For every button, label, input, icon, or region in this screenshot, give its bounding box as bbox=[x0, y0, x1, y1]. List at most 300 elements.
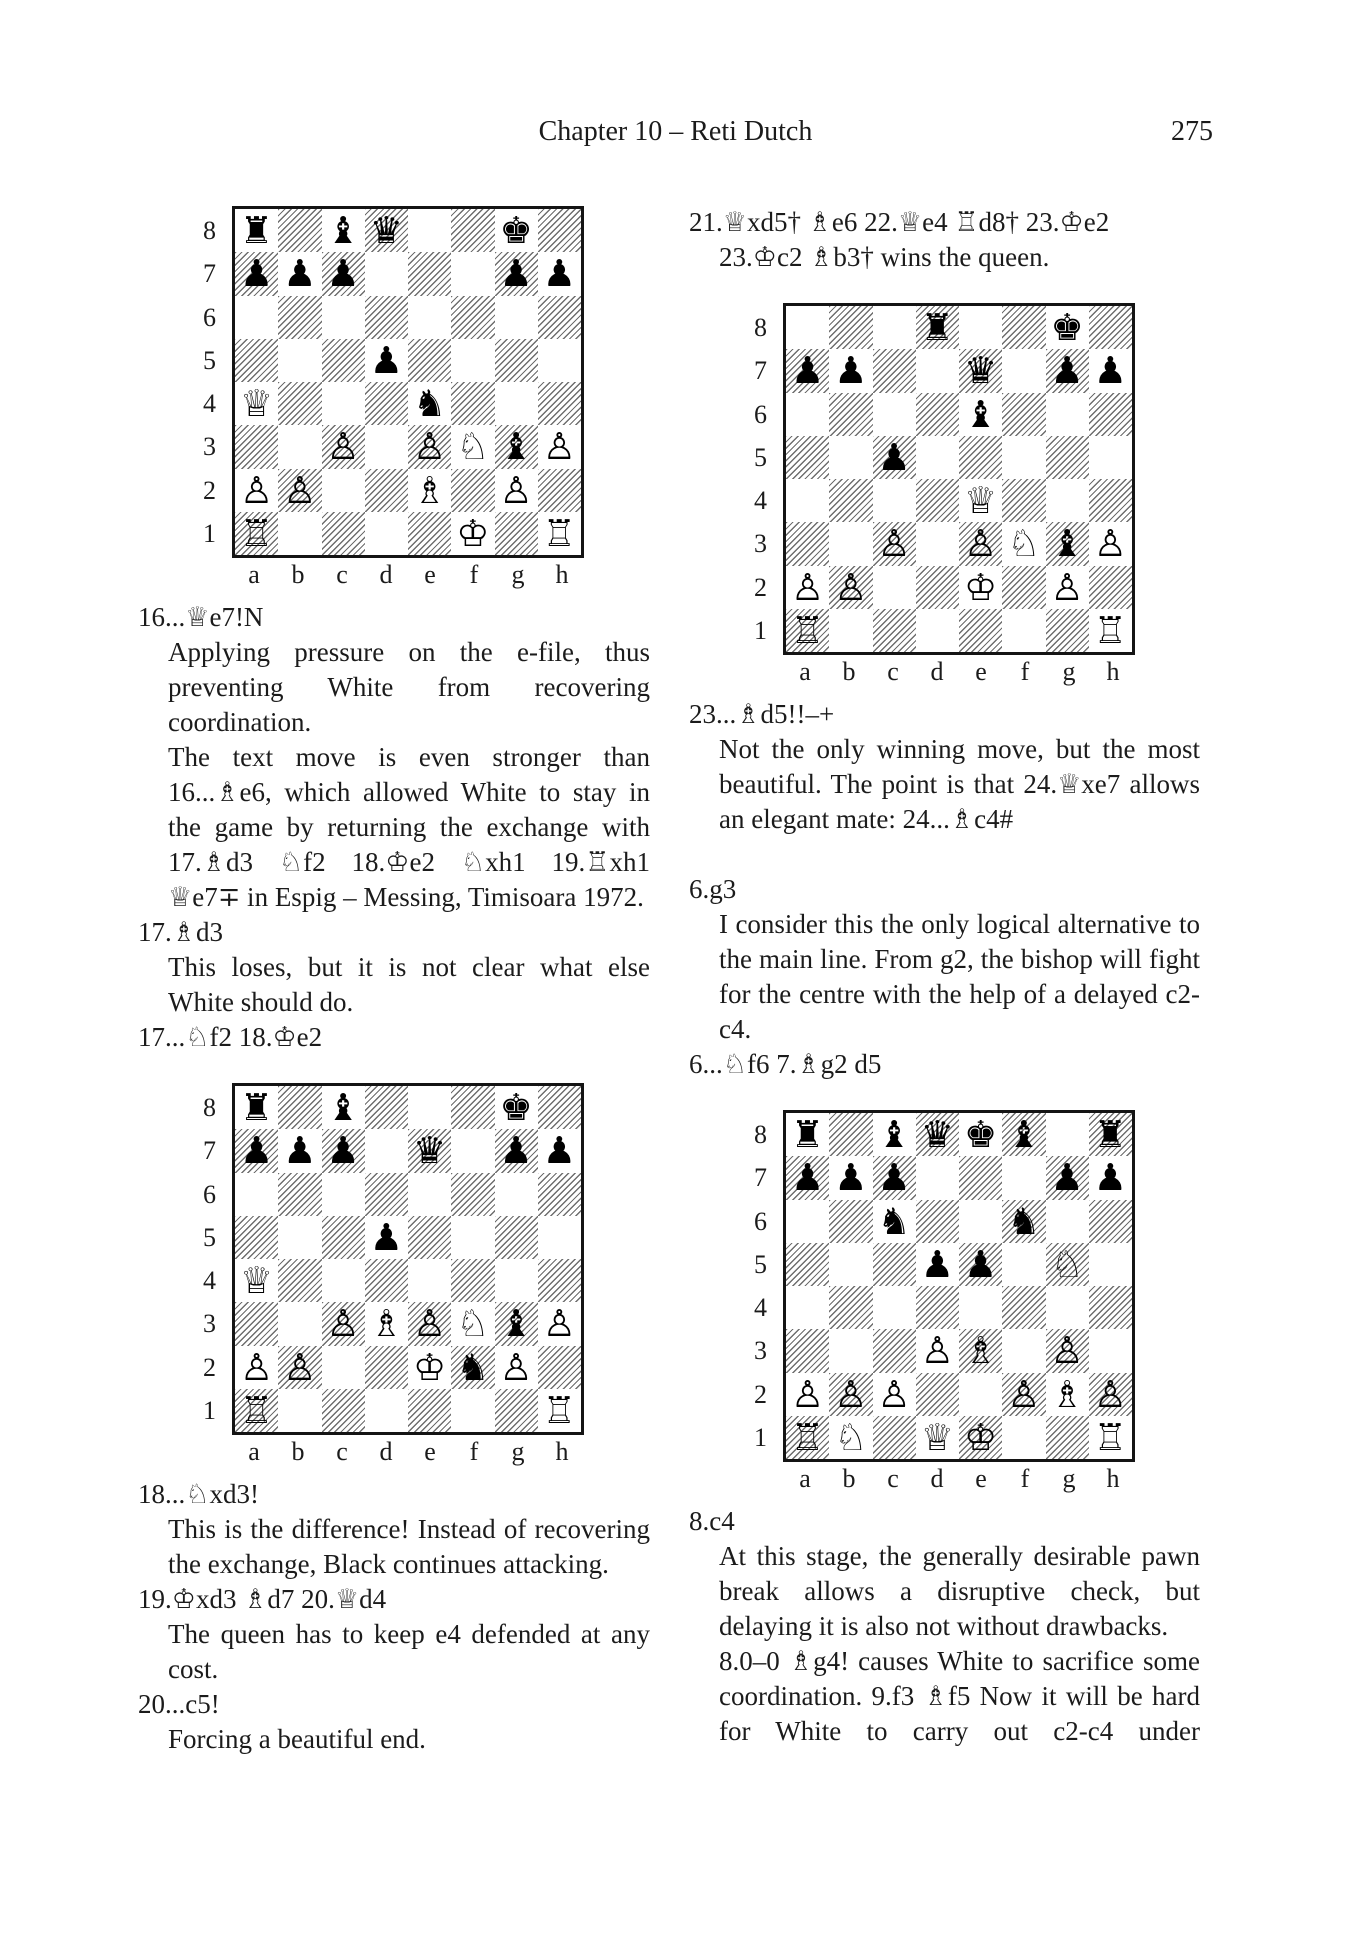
file-label: f bbox=[469, 1437, 479, 1466]
square-b8 bbox=[278, 209, 321, 252]
square-b1 bbox=[829, 609, 872, 652]
move-line: 18...♘xd3! bbox=[138, 1479, 259, 1509]
square-a5 bbox=[786, 1243, 829, 1286]
square-g2 bbox=[1046, 1373, 1089, 1416]
square-h4 bbox=[538, 1259, 581, 1302]
black-rook-icon: ♜ bbox=[240, 1086, 274, 1130]
rank-label: 7 bbox=[203, 259, 216, 289]
square-d1 bbox=[916, 1416, 959, 1459]
square-a7 bbox=[235, 1129, 278, 1172]
black-pawn-icon: ♟ bbox=[877, 1156, 911, 1200]
paragraph: I consider this the only logical alternative to the main line. From g2, the bishop will fight for the centre with the help of a delayed c2-c4. bbox=[719, 909, 1200, 1044]
square-e5 bbox=[959, 1243, 1002, 1286]
black-pawn-icon: ♟ bbox=[1093, 349, 1127, 393]
white-pawn-icon: ♙ bbox=[240, 468, 274, 512]
black-bishop-icon: ♝ bbox=[499, 1302, 533, 1346]
rank-label: 4 bbox=[203, 1266, 216, 1295]
file-label: d bbox=[930, 657, 944, 686]
white-pawn-icon: ♙ bbox=[791, 1372, 825, 1416]
square-f8 bbox=[451, 1086, 494, 1129]
square-c1 bbox=[873, 1416, 916, 1459]
file-label: a bbox=[248, 560, 260, 589]
square-c3 bbox=[873, 1329, 916, 1372]
rank-labels bbox=[174, 1083, 232, 1432]
rank-label: 3 bbox=[203, 432, 216, 462]
white-knight-icon: ♘ bbox=[456, 425, 490, 469]
square-g4 bbox=[495, 382, 538, 425]
square-h8 bbox=[1089, 306, 1132, 349]
rank-label: 6 bbox=[754, 399, 767, 429]
rank-labels bbox=[174, 206, 232, 555]
chess-board bbox=[232, 1083, 584, 1435]
black-pawn-icon: ♟ bbox=[499, 1129, 533, 1173]
square-a4 bbox=[786, 479, 829, 522]
diagram-3 bbox=[689, 303, 1200, 687]
white-rook-icon: ♖ bbox=[240, 511, 274, 555]
square-d3 bbox=[916, 1329, 959, 1372]
square-f6 bbox=[1002, 393, 1045, 436]
white-knight-icon: ♘ bbox=[456, 1302, 490, 1346]
move-line: 23...♗d5!!–+ bbox=[689, 699, 835, 729]
black-rook-icon: ♜ bbox=[791, 1113, 825, 1157]
move-line: 20...c5! bbox=[138, 1689, 220, 1719]
square-e4 bbox=[408, 1259, 451, 1302]
white-king-icon: ♔ bbox=[456, 511, 490, 555]
rank-label: 3 bbox=[754, 529, 767, 559]
black-pawn-icon: ♟ bbox=[877, 435, 911, 479]
square-h8 bbox=[538, 1086, 581, 1129]
square-g3 bbox=[495, 425, 538, 468]
square-h2 bbox=[538, 1346, 581, 1389]
square-f7 bbox=[451, 252, 494, 295]
square-c8 bbox=[322, 209, 365, 252]
square-c3 bbox=[322, 1302, 365, 1345]
square-f1 bbox=[451, 1389, 494, 1432]
white-pawn-icon: ♙ bbox=[1093, 1372, 1127, 1416]
rank-label: 1 bbox=[754, 615, 767, 645]
square-b8 bbox=[829, 306, 872, 349]
square-g7 bbox=[495, 252, 538, 295]
square-b4 bbox=[829, 479, 872, 522]
black-pawn-icon: ♟ bbox=[240, 252, 274, 296]
square-a6 bbox=[786, 1200, 829, 1243]
square-f8 bbox=[451, 209, 494, 252]
white-pawn-icon: ♙ bbox=[413, 425, 447, 469]
square-c5 bbox=[322, 1216, 365, 1259]
square-b2 bbox=[829, 566, 872, 609]
white-pawn-icon: ♙ bbox=[326, 425, 360, 469]
square-d7 bbox=[916, 1156, 959, 1199]
white-pawn-icon: ♙ bbox=[240, 1345, 274, 1389]
black-king-icon: ♚ bbox=[499, 209, 533, 253]
square-a5 bbox=[235, 1216, 278, 1259]
square-c7 bbox=[322, 1129, 365, 1172]
square-c3 bbox=[873, 522, 916, 565]
square-h1 bbox=[538, 512, 581, 555]
square-a8 bbox=[235, 1086, 278, 1129]
square-b3 bbox=[278, 1302, 321, 1345]
column-left bbox=[138, 170, 650, 1757]
white-pawn-icon: ♙ bbox=[877, 522, 911, 566]
square-a1 bbox=[235, 1389, 278, 1432]
square-c6 bbox=[873, 393, 916, 436]
file-label: e bbox=[424, 1437, 436, 1466]
square-g1 bbox=[1046, 1416, 1089, 1459]
file-label: f bbox=[469, 560, 479, 589]
square-g6 bbox=[495, 1173, 538, 1216]
square-c6 bbox=[322, 296, 365, 339]
square-g1 bbox=[495, 512, 538, 555]
file-labels bbox=[783, 1464, 1135, 1494]
square-h3 bbox=[1089, 522, 1132, 565]
black-pawn-icon: ♟ bbox=[326, 1129, 360, 1173]
square-a4 bbox=[235, 382, 278, 425]
square-f5 bbox=[1002, 436, 1045, 479]
square-h6 bbox=[538, 1173, 581, 1216]
square-h6 bbox=[1089, 1200, 1132, 1243]
black-pawn-icon: ♟ bbox=[1093, 1156, 1127, 1200]
black-bishop-icon: ♝ bbox=[1007, 1113, 1041, 1157]
black-rook-icon: ♜ bbox=[920, 306, 954, 350]
square-e7 bbox=[959, 1156, 1002, 1199]
move-line: 19.♔xd3 ♗d7 20.♕d4 bbox=[138, 1584, 387, 1614]
square-d6 bbox=[365, 1173, 408, 1216]
square-b1 bbox=[829, 1416, 872, 1459]
square-b7 bbox=[278, 1129, 321, 1172]
square-f2 bbox=[451, 1346, 494, 1389]
white-bishop-icon: ♗ bbox=[1050, 1372, 1084, 1416]
square-e6 bbox=[408, 1173, 451, 1216]
black-queen-icon: ♛ bbox=[413, 1129, 447, 1173]
white-rook-icon: ♖ bbox=[1093, 1415, 1127, 1459]
square-b5 bbox=[829, 436, 872, 479]
rank-labels bbox=[725, 1110, 783, 1459]
square-e2 bbox=[959, 566, 1002, 609]
square-d1 bbox=[916, 609, 959, 652]
square-h4 bbox=[538, 382, 581, 425]
square-b2 bbox=[829, 1373, 872, 1416]
rank-label: 8 bbox=[203, 1093, 216, 1122]
square-a2 bbox=[786, 566, 829, 609]
square-f2 bbox=[1002, 566, 1045, 609]
square-g2 bbox=[495, 1346, 538, 1389]
move-line: 17.♗d3 bbox=[138, 917, 223, 947]
white-pawn-icon: ♙ bbox=[283, 468, 317, 512]
black-queen-icon: ♛ bbox=[369, 209, 403, 253]
file-label: a bbox=[799, 1464, 811, 1493]
square-g5 bbox=[495, 1216, 538, 1259]
file-label: b bbox=[291, 560, 305, 589]
square-h4 bbox=[1089, 1286, 1132, 1329]
file-labels bbox=[232, 560, 584, 590]
file-label: h bbox=[555, 1437, 569, 1466]
square-a8 bbox=[235, 209, 278, 252]
rank-labels bbox=[725, 303, 783, 652]
square-h3 bbox=[1089, 1329, 1132, 1372]
rank-label: 1 bbox=[203, 1395, 216, 1425]
square-h7 bbox=[1089, 1156, 1132, 1199]
square-d2 bbox=[365, 1346, 408, 1389]
black-pawn-icon: ♟ bbox=[240, 1129, 274, 1173]
rank-label: 7 bbox=[754, 1163, 767, 1193]
paragraph: 8.0–0 ♗g4! causes White to sacrifice some coordination. 9.f3 ♗f5 Now it will be hard for White to carry out c2-c4 under bbox=[719, 1646, 1200, 1746]
square-b4 bbox=[278, 1259, 321, 1302]
move-line: 21.♕xd5† ♗e6 22.♕e4 ♖d8† 23.♔e2 bbox=[689, 207, 1110, 237]
square-d5 bbox=[916, 1243, 959, 1286]
square-a8 bbox=[786, 306, 829, 349]
square-e1 bbox=[959, 609, 1002, 652]
square-d6 bbox=[916, 393, 959, 436]
file-label: a bbox=[248, 1437, 260, 1466]
black-knight-icon: ♞ bbox=[456, 1345, 490, 1389]
square-c8 bbox=[322, 1086, 365, 1129]
square-f3 bbox=[451, 425, 494, 468]
white-bishop-icon: ♗ bbox=[964, 1329, 998, 1373]
file-label: g bbox=[1062, 657, 1076, 686]
square-e8 bbox=[959, 306, 1002, 349]
rank-label: 8 bbox=[754, 313, 767, 342]
square-c7 bbox=[322, 252, 365, 295]
white-pawn-icon: ♙ bbox=[920, 1329, 954, 1373]
file-label: c bbox=[887, 1464, 899, 1493]
square-f1 bbox=[451, 512, 494, 555]
square-h1 bbox=[1089, 1416, 1132, 1459]
square-g3 bbox=[1046, 522, 1089, 565]
square-c6 bbox=[322, 1173, 365, 1216]
file-label: d bbox=[379, 1437, 393, 1466]
white-pawn-icon: ♙ bbox=[1050, 1329, 1084, 1373]
white-pawn-icon: ♙ bbox=[499, 1345, 533, 1389]
black-pawn-icon: ♟ bbox=[834, 1156, 868, 1200]
square-f5 bbox=[451, 339, 494, 382]
square-b5 bbox=[278, 1216, 321, 1259]
move-line: 17...♘f2 18.♔e2 bbox=[138, 1022, 323, 1052]
black-pawn-icon: ♟ bbox=[542, 252, 576, 296]
white-pawn-icon: ♙ bbox=[413, 1302, 447, 1346]
square-g5 bbox=[1046, 1243, 1089, 1286]
square-a5 bbox=[235, 339, 278, 382]
square-h7 bbox=[538, 252, 581, 295]
square-d5 bbox=[916, 436, 959, 479]
black-pawn-icon: ♟ bbox=[834, 349, 868, 393]
black-bishop-icon: ♝ bbox=[499, 425, 533, 469]
square-g5 bbox=[1046, 436, 1089, 479]
square-c4 bbox=[322, 382, 365, 425]
move-line: 6.g3 bbox=[689, 874, 737, 904]
square-c8 bbox=[873, 1113, 916, 1156]
square-e8 bbox=[408, 1086, 451, 1129]
square-e4 bbox=[408, 382, 451, 425]
square-a1 bbox=[786, 609, 829, 652]
square-h4 bbox=[1089, 479, 1132, 522]
square-b6 bbox=[829, 393, 872, 436]
rank-label: 3 bbox=[754, 1336, 767, 1366]
black-king-icon: ♚ bbox=[1050, 306, 1084, 350]
white-rook-icon: ♖ bbox=[791, 608, 825, 652]
black-rook-icon: ♜ bbox=[1093, 1113, 1127, 1157]
square-g3 bbox=[495, 1302, 538, 1345]
white-rook-icon: ♖ bbox=[791, 1415, 825, 1459]
square-e3 bbox=[959, 522, 1002, 565]
paragraph: This is the difference! Instead of recovering the exchange, Black continues attacking. bbox=[168, 1514, 650, 1579]
square-b8 bbox=[829, 1113, 872, 1156]
white-rook-icon: ♖ bbox=[240, 1388, 274, 1432]
white-rook-icon: ♖ bbox=[1093, 608, 1127, 652]
file-label: e bbox=[975, 657, 987, 686]
square-g8 bbox=[1046, 1113, 1089, 1156]
square-d7 bbox=[365, 1129, 408, 1172]
square-h2 bbox=[1089, 1373, 1132, 1416]
black-king-icon: ♚ bbox=[499, 1086, 533, 1130]
square-e7 bbox=[408, 252, 451, 295]
white-rook-icon: ♖ bbox=[542, 511, 576, 555]
white-king-icon: ♔ bbox=[413, 1345, 447, 1389]
rank-label: 7 bbox=[754, 356, 767, 386]
square-g4 bbox=[1046, 479, 1089, 522]
square-f8 bbox=[1002, 1113, 1045, 1156]
square-d7 bbox=[916, 349, 959, 392]
square-h2 bbox=[1089, 566, 1132, 609]
square-b1 bbox=[278, 1389, 321, 1432]
white-pawn-icon: ♙ bbox=[326, 1302, 360, 1346]
black-king-icon: ♚ bbox=[964, 1113, 998, 1157]
white-king-icon: ♔ bbox=[964, 1415, 998, 1459]
white-pawn-icon: ♙ bbox=[283, 1345, 317, 1389]
square-h8 bbox=[538, 209, 581, 252]
square-f4 bbox=[1002, 1286, 1045, 1329]
square-e4 bbox=[959, 1286, 1002, 1329]
paragraph: This loses, but it is not clear what else White should do. bbox=[168, 952, 650, 1017]
rank-label: 4 bbox=[203, 389, 216, 418]
square-e1 bbox=[408, 1389, 451, 1432]
square-c7 bbox=[873, 1156, 916, 1199]
square-b7 bbox=[829, 1156, 872, 1199]
white-king-icon: ♔ bbox=[964, 565, 998, 609]
square-f1 bbox=[1002, 609, 1045, 652]
square-f7 bbox=[1002, 1156, 1045, 1199]
file-label: c bbox=[887, 657, 899, 686]
square-g1 bbox=[495, 1389, 538, 1432]
white-knight-icon: ♘ bbox=[1007, 522, 1041, 566]
square-c5 bbox=[322, 339, 365, 382]
square-a3 bbox=[786, 1329, 829, 1372]
square-h6 bbox=[1089, 393, 1132, 436]
square-e3 bbox=[408, 1302, 451, 1345]
file-label: d bbox=[379, 560, 393, 589]
square-a6 bbox=[235, 1173, 278, 1216]
rank-label: 6 bbox=[203, 302, 216, 332]
square-d2 bbox=[365, 469, 408, 512]
file-label: h bbox=[555, 560, 569, 589]
white-queen-icon: ♕ bbox=[920, 1415, 954, 1459]
file-label: e bbox=[975, 1464, 987, 1493]
square-g7 bbox=[1046, 349, 1089, 392]
square-g2 bbox=[495, 469, 538, 512]
board-with-ranks bbox=[725, 1110, 1200, 1462]
square-f8 bbox=[1002, 306, 1045, 349]
rank-label: 5 bbox=[203, 1222, 216, 1252]
black-pawn-icon: ♟ bbox=[920, 1242, 954, 1286]
page-content bbox=[138, 170, 1213, 1757]
white-pawn-icon: ♙ bbox=[542, 425, 576, 469]
chess-board bbox=[783, 303, 1135, 655]
square-g1 bbox=[1046, 609, 1089, 652]
move-line: 8.c4 bbox=[689, 1506, 735, 1536]
white-pawn-icon: ♙ bbox=[834, 565, 868, 609]
square-b4 bbox=[278, 382, 321, 425]
rank-label: 3 bbox=[203, 1309, 216, 1339]
square-d4 bbox=[365, 382, 408, 425]
black-bishop-icon: ♝ bbox=[326, 209, 360, 253]
rank-label: 6 bbox=[203, 1179, 216, 1209]
black-knight-icon: ♞ bbox=[413, 382, 447, 426]
square-e3 bbox=[408, 425, 451, 468]
rank-label: 5 bbox=[754, 442, 767, 472]
paragraph: Forcing a beautiful end. bbox=[168, 1724, 426, 1754]
square-h8 bbox=[1089, 1113, 1132, 1156]
square-f3 bbox=[451, 1302, 494, 1345]
square-f4 bbox=[451, 382, 494, 425]
chess-board bbox=[232, 206, 584, 558]
square-b4 bbox=[829, 1286, 872, 1329]
square-f2 bbox=[1002, 1373, 1045, 1416]
square-c2 bbox=[322, 469, 365, 512]
square-c7 bbox=[873, 349, 916, 392]
square-d7 bbox=[365, 252, 408, 295]
rank-label: 2 bbox=[203, 475, 216, 505]
square-d6 bbox=[916, 1200, 959, 1243]
white-knight-icon: ♘ bbox=[834, 1415, 868, 1459]
square-c1 bbox=[322, 512, 365, 555]
square-e8 bbox=[408, 209, 451, 252]
paragraph: At this stage, the generally desirable pawn break allows a disruptive check, but delaying it is also not without drawbacks. bbox=[719, 1541, 1200, 1641]
square-e7 bbox=[408, 1129, 451, 1172]
square-h7 bbox=[538, 1129, 581, 1172]
white-knight-icon: ♘ bbox=[1050, 1242, 1084, 1286]
square-b8 bbox=[278, 1086, 321, 1129]
square-d8 bbox=[916, 306, 959, 349]
square-h5 bbox=[1089, 1243, 1132, 1286]
square-a2 bbox=[786, 1373, 829, 1416]
file-label: c bbox=[336, 1437, 348, 1466]
black-pawn-icon: ♟ bbox=[1050, 1156, 1084, 1200]
square-g8 bbox=[495, 1086, 538, 1129]
square-a3 bbox=[235, 425, 278, 468]
square-c4 bbox=[322, 1259, 365, 1302]
square-h2 bbox=[538, 469, 581, 512]
square-c2 bbox=[873, 566, 916, 609]
square-b7 bbox=[829, 349, 872, 392]
board-with-ranks bbox=[174, 206, 650, 558]
white-pawn-icon: ♙ bbox=[964, 522, 998, 566]
square-d3 bbox=[365, 425, 408, 468]
black-queen-icon: ♛ bbox=[964, 349, 998, 393]
square-c2 bbox=[873, 1373, 916, 1416]
white-pawn-icon: ♙ bbox=[834, 1372, 868, 1416]
square-h6 bbox=[538, 296, 581, 339]
square-e6 bbox=[959, 1200, 1002, 1243]
white-pawn-icon: ♙ bbox=[542, 1302, 576, 1346]
file-label: b bbox=[842, 657, 856, 686]
square-d2 bbox=[916, 1373, 959, 1416]
black-pawn-icon: ♟ bbox=[283, 1129, 317, 1173]
square-d8 bbox=[365, 1086, 408, 1129]
square-e6 bbox=[408, 296, 451, 339]
white-queen-icon: ♕ bbox=[240, 1259, 274, 1303]
paragraph: The text move is even stronger than 16...♗e6, which allowed White to stay in the game by returning the exchange with 17.♗d3 ♘f2 18.♔e2 ♘xh1 19.♖xh1 ♕e7∓ in Espig – Messing, Timisoara 1972. bbox=[168, 742, 650, 912]
square-e2 bbox=[408, 1346, 451, 1389]
square-a1 bbox=[786, 1416, 829, 1459]
